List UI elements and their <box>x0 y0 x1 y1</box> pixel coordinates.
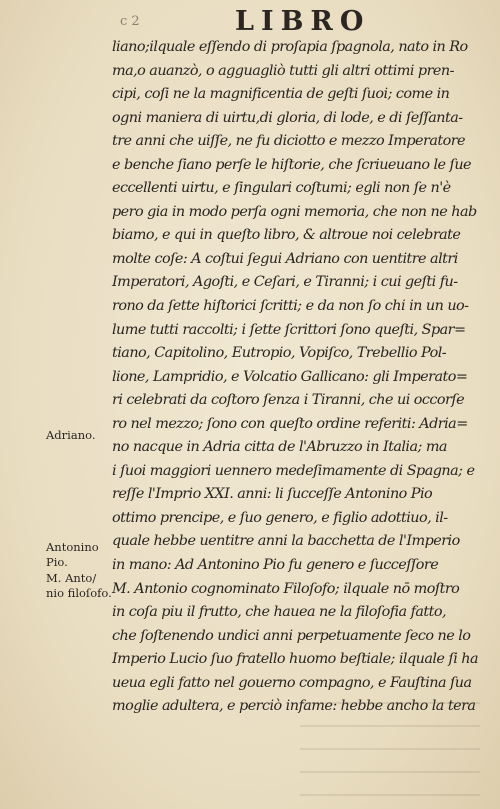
text-line: pero gia in modo perſa ogni memoria, che non ne hab <box>112 203 477 220</box>
show-through-bleed <box>300 688 480 808</box>
running-title: LIBRO <box>235 6 371 37</box>
text-line: quale hebbe uentitre anni la bacchetta de l'Imperio <box>112 533 460 550</box>
margin-note-line: M. Anto/ <box>46 571 97 585</box>
text-line: ma,o auanzò, o agguagliò tutti gli altri ottimi pren- <box>112 62 454 79</box>
text-line: lume tutti raccolti; i ſette ſcrittori ſono queſti, Spar= <box>112 321 466 338</box>
margin-note-marco-antonio <box>46 571 112 601</box>
margin-note-line: Antonino <box>46 540 99 554</box>
page-number: c 2 <box>120 14 140 29</box>
text-line: ro nel mezzo; ſono con queſto ordine referiti: Adria= <box>112 415 468 432</box>
body-text <box>112 36 492 719</box>
text-line: M. Antonio cognominato Filoſofo; ilquale nō moſtro <box>112 580 460 597</box>
margin-note-line: Pio. <box>46 555 68 569</box>
margin-note-adriano <box>46 428 95 443</box>
text-line: liano;ilquale eſſendo di proſapia ſpagnola, nato in Ro <box>112 39 468 55</box>
text-line: ottimo prencipe, e ſuo genero, e figlio adottiuo, il- <box>112 509 448 526</box>
text-line: ogni maniera di uirtu,di gloria, di lode, e di ſeſſanta- <box>112 109 463 126</box>
text-line: ri celebrati da coſtoro ſenza i Tiranni, che ui occorſe <box>112 392 465 409</box>
text-line: moglie adultera, e perciò infame: hebbe ancho la tera <box>112 698 476 715</box>
text-line: lione, Lampridio, e Volcatio Gallicano: gli Imperato= <box>112 368 468 385</box>
text-line: eccellenti uirtu, e ſingulari coſtumi; egli non ſe n'è <box>112 180 451 197</box>
margin-note-antonino-pio <box>46 540 99 570</box>
text-line: che ſoſtenendo undici anni perpetuamente ſeco ne lo <box>112 627 471 644</box>
text-line: Imperio Lucio ſuo fratello huomo beſtiale; ilquale ſi ha <box>112 651 479 668</box>
margin-note-line: Adriano. <box>46 428 96 442</box>
text-line: tre anni che uiſſe, ne fu diciotto e mezzo Imperatore <box>112 133 465 150</box>
text-line: in coſa piu il frutto, che haueа ne la filoſofia fatto, <box>112 604 446 621</box>
text-line: no nacque in Adria citta de l'Abruzzo in Italia; ma <box>112 439 447 456</box>
text-line: Imperatori, Agoſti, e Ceſari, e Tiranni; i cui geſti fu- <box>112 274 458 291</box>
text-line: biamo, e qui in queſto libro, & altroue noi celebrate <box>112 227 461 244</box>
text-line: e benche ſiano perſe le hiſtorie, che ſcriueuano le ſue <box>112 156 472 173</box>
text-line: tiano, Capitolino, Eutropio, Vopiſco, Trebellio Pol- <box>112 345 447 362</box>
text-line: in mano: Ad Antonino Pio fu genero e ſucceſſore <box>112 557 439 574</box>
text-line: molte coſe: A coſtui ſegui Adriano con uentitre altri <box>112 250 458 267</box>
text-line: ueua egli fatto nel gouerno compagno, e Fauſtina ſua <box>112 674 472 691</box>
margin-note-line: nio filoſofo. <box>46 586 112 600</box>
text-line: cipi, coſi ne la magnificentia de geſti ſuoi; come in <box>112 86 450 103</box>
text-line: reſſe l'Imprio XXI. anni: li ſucceſſe Antonino Pio <box>112 486 433 503</box>
text-line: rono da ſette hiſtorici ſcritti; e da non ſo chi in un uo- <box>112 298 469 315</box>
text-line: i ſuoi maggiori uennero medeſimamente di Spagna; e <box>112 462 475 479</box>
